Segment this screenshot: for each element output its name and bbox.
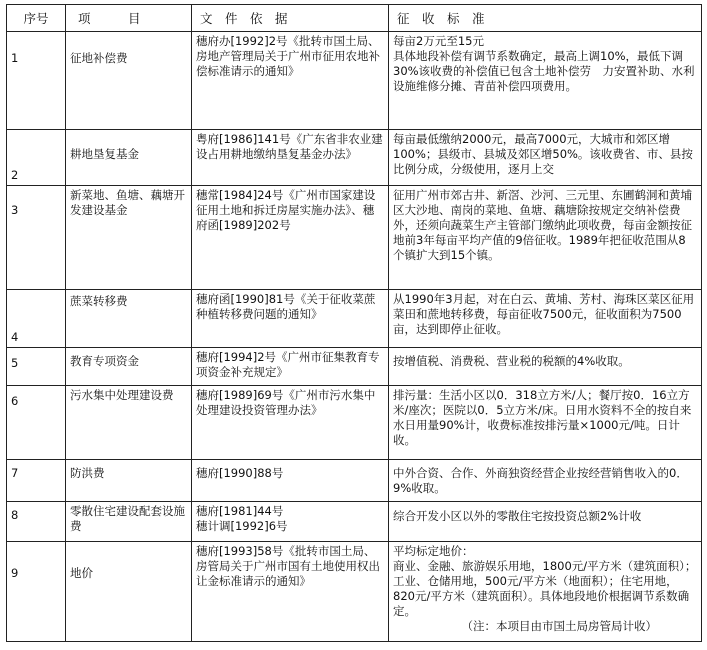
row-std-line: 排污量：生活小区以0．318立方米/人；餐厅按0．16立方米/座次；医院以0．5立方米/床。日用水资料不全的按自来水日用量90%计，收费标准按排污量×1000元/吨。日计收。 — [393, 388, 692, 447]
row-std-line: 商业、金融、旅游娱乐用地，1800元/平方米（建筑面积）；工业、仓储用地，500元/平方米（地面积）；住宅用地，820元/平方米（建筑面积）。具体地段地价根据调节系数确定。 — [393, 559, 697, 618]
row-number: 5 — [7, 348, 66, 386]
row-std — [389, 348, 702, 386]
row-number: 6 — [7, 386, 66, 460]
row-item: 防洪费 — [66, 460, 192, 502]
row-std-line: 具体地段补偿有调节系数确定，最高上调10%，最低下调30%该收费的补偿值已包含土地补偿劳 力安置补助、水利设施维修分摊、青苗补偿四项费用。 — [393, 49, 695, 93]
header-doc: 文 件 依 据 — [192, 5, 389, 32]
row-item: 蔗菜转移费 — [66, 290, 192, 348]
row-number: 4 — [7, 290, 66, 348]
row-number: 8 — [7, 502, 66, 542]
row-number: 2 — [7, 130, 66, 186]
row-std — [389, 130, 702, 186]
table-row — [7, 348, 702, 386]
row-std-line: 每亩2万元至15元 — [393, 34, 484, 48]
row-std — [389, 386, 702, 460]
row-item: 污水集中处理建设费 — [66, 386, 192, 460]
row-std — [389, 290, 702, 348]
row-doc: 穗常[1984]24号《广州市国家建设征用土地和拆迁房屋实施办法》、穗府函[1989]202号 — [192, 186, 389, 290]
row-doc: 穗府[1989]69号《广州市污水集中处理建设投资管理办法》 — [192, 386, 389, 460]
row-doc: 粤府[1986]141号《广东省非农业建设占用耕地缴纳垦复基金办法》 — [192, 130, 389, 186]
row-number: 9 — [7, 542, 66, 642]
row-item: 教育专项资金 — [66, 348, 192, 386]
header-no: 序号 — [7, 5, 66, 32]
row-std-line: 征用广州市郊古井、新滘、沙河、三元里、东圃鹤洞和黄埔区大沙地、南岗的菜地、鱼塘、藕塘除按规定交纳补偿费外，还须向蔬菜生产主管部门缴纳此项收费，每亩金额按征地前3年每亩平均产值的9倍征收。1989年把征收范围从8个镇扩大到15个镇。 — [393, 188, 692, 262]
row-doc: 穗府[1990]88号 — [192, 460, 389, 502]
row-std — [389, 32, 702, 130]
table-row — [7, 386, 702, 460]
table-row — [7, 186, 702, 290]
row-std-line: 从1990年3月起，对在白云、黄埔、芳村、海珠区菜区征用菜田和蔗地转移费，每亩征收7500元，征收面积为7500亩，达到即停止征收。 — [393, 292, 695, 336]
row-doc: 穗府函[1990]81号《关于征收菜蔗种植转移费问题的通知》 — [192, 290, 389, 348]
header-std: 征 收 标 准 — [389, 5, 702, 32]
row-std-line: 中外合资、合作、外商独资经营企业按经营销售收入的0．9%收取。 — [393, 466, 688, 495]
row-std — [389, 502, 702, 542]
table-row — [7, 542, 702, 642]
table-row — [7, 290, 702, 348]
row-std-line: 按增值税、消费税、营业税的税额的4%收取。 — [393, 354, 630, 368]
fee-standards-table — [6, 4, 702, 642]
table-row — [7, 502, 702, 542]
row-doc: 穗府[1994]2号《广州市征集教育专项资金补充规定》 — [192, 348, 389, 386]
row-number: 7 — [7, 460, 66, 502]
fee-table-container — [6, 4, 701, 642]
table-row — [7, 460, 702, 502]
table-header-row — [7, 5, 702, 32]
row-item: 零散住宅建设配套设施费 — [66, 502, 192, 542]
row-std — [389, 542, 702, 642]
row-doc: 穗府[1981]44号 穗计调[1992]6号 — [192, 502, 389, 542]
header-item: 项 目 — [66, 5, 192, 32]
row-number: 1 — [7, 32, 66, 130]
row-item: 新菜地、鱼塘、藕塘开发建设基金 — [66, 186, 192, 290]
row-std-line: 综合开发小区以外的零散住宅按投资总额2%计收 — [393, 509, 642, 523]
row-item: 耕地垦复基金 — [66, 130, 192, 186]
table-row — [7, 130, 702, 186]
row-std — [389, 460, 702, 502]
row-std-line: 平均标定地价： — [393, 544, 474, 558]
row-std-note: （注：本项目由市国土局房管局计收） — [461, 619, 657, 633]
row-item: 征地补偿费 — [66, 32, 192, 130]
row-doc: 穗府[1993]58号《批转市国土局、房管局关于广州市国有土地使用权出让金标准请示的通知》 — [192, 542, 389, 642]
row-doc: 穗府办[1992]2号《批转市国土局、房地产管理局关于广州市征用农地补偿标准请示的通知》 — [192, 32, 389, 130]
row-number: 3 — [7, 186, 66, 290]
row-std — [389, 186, 702, 290]
table-row — [7, 32, 702, 130]
row-std-line: 每亩最低缴纳2000元，最高7000元，大城市和郊区增100%；县级市、县城及郊区增50%。该收费省、市、县按比例分成，分级使用，逐月上交 — [393, 132, 693, 176]
row-item: 地价 — [66, 542, 192, 642]
